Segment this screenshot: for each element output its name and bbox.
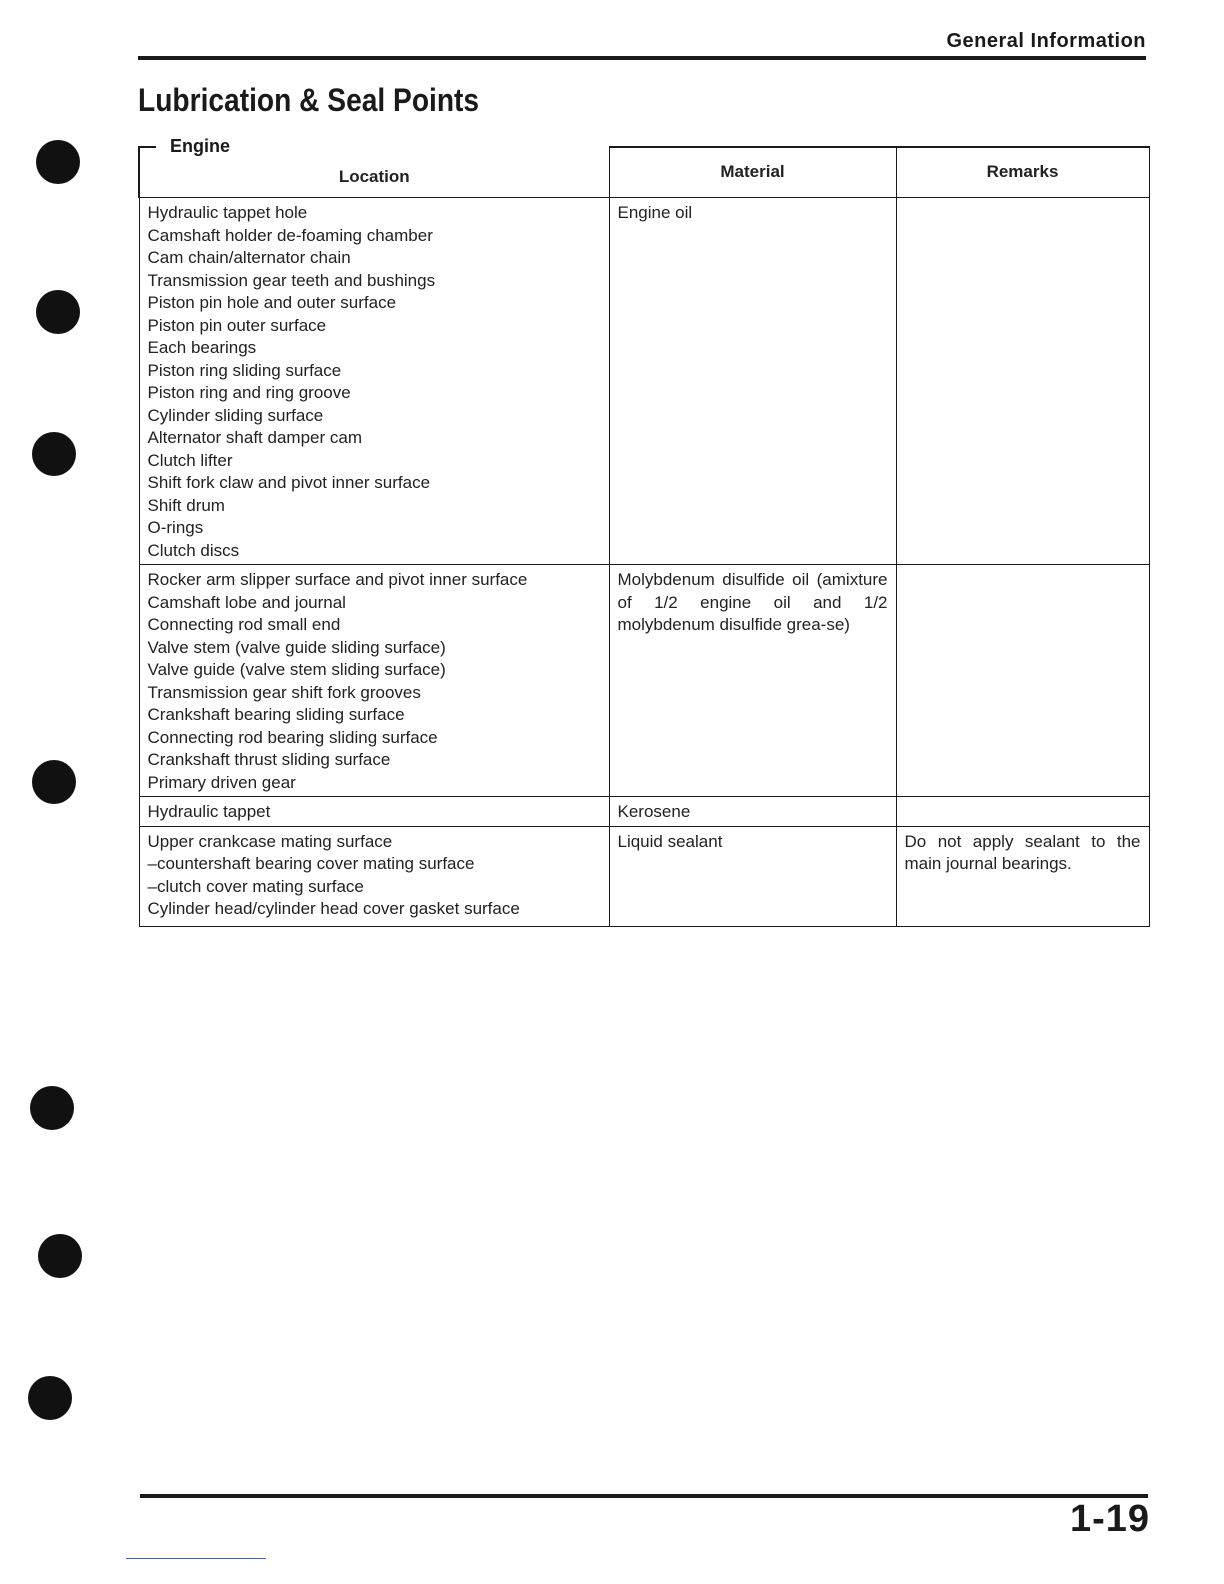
material-text: Kerosene — [617, 802, 691, 821]
table-row — [139, 797, 1149, 827]
footer-rule — [140, 1494, 1148, 1498]
material-text: Liquid sealant — [617, 831, 723, 851]
page-title: Lubrication & Seal Points — [138, 82, 480, 118]
location-item: Alternator shaft damper cam — [147, 428, 362, 447]
remarks-cell — [896, 565, 1149, 797]
location-item: Primary driven gear — [147, 772, 296, 792]
table-row — [139, 198, 1149, 565]
location-item: Crankshaft bearing sliding surface — [147, 705, 405, 724]
location-cell — [139, 797, 609, 827]
location-item: Transmission gear shift fork grooves — [147, 682, 421, 702]
location-cell — [139, 198, 609, 565]
column-header-remarks: Remarks — [896, 147, 1149, 198]
material-cell — [609, 565, 896, 797]
location-item: Valve stem (valve guide sliding surface) — [147, 637, 446, 657]
remarks-text: Do not apply sealant to the main journal bearings. — [904, 831, 1141, 873]
section-frame-corner — [138, 146, 156, 148]
material-cell — [609, 797, 896, 827]
location-item: Crankshaft thrust sliding surface — [147, 750, 391, 769]
location-item: Hydraulic tappet hole — [147, 203, 308, 222]
section-label: Engine — [164, 136, 244, 157]
lubrication-table — [138, 146, 1150, 927]
location-item: Cylinder head/cylinder head cover gasket surface — [147, 899, 520, 918]
location-item: Camshaft lobe and journal — [147, 592, 346, 612]
location-item: Transmission gear teeth and bushings — [147, 270, 436, 290]
running-header: General Information — [946, 30, 1146, 52]
remarks-cell — [896, 198, 1149, 565]
column-header-location: Location — [139, 147, 609, 198]
location-cell — [139, 565, 609, 797]
binding-hole-icon — [38, 1234, 82, 1278]
table-row — [139, 565, 1149, 797]
table-header-row — [139, 147, 1149, 198]
location-item: Piston pin hole and outer surface — [147, 293, 397, 312]
location-item: Camshaft holder de-foaming chamber — [147, 225, 433, 245]
location-item: Hydraulic tappet — [147, 802, 271, 821]
remarks-cell — [896, 797, 1149, 827]
location-item: Valve guide (valve stem sliding surface) — [147, 660, 446, 679]
location-item: Piston ring sliding surface — [147, 360, 342, 380]
binding-hole-icon — [30, 1086, 74, 1130]
location-item: Each bearings — [147, 338, 257, 357]
location-item: Connecting rod bearing sliding surface — [147, 727, 438, 747]
location-item: Upper crankcase mating surface — [147, 831, 393, 851]
remarks-cell — [896, 826, 1149, 926]
location-item: Shift fork claw and pivot inner surface — [147, 473, 431, 492]
location-item: Connecting rod small end — [147, 615, 341, 634]
location-item: O-rings — [147, 518, 204, 537]
binding-hole-icon — [28, 1376, 72, 1420]
location-item: Piston ring and ring groove — [147, 383, 351, 402]
material-text: Engine oil — [617, 203, 693, 222]
location-cell — [139, 826, 609, 926]
location-item: Rocker arm slipper surface and pivot inner surface — [147, 570, 528, 589]
material-text: Molybdenum disulfide oil (amixture of 1/2 engine oil and 1/2 molybdenum disulfide grea-se) — [617, 570, 888, 634]
location-item: –clutch cover mating surface — [147, 876, 364, 896]
location-item: –countershaft bearing cover mating surface — [147, 854, 475, 873]
binding-hole-icon — [36, 140, 80, 184]
location-item: Cylinder sliding surface — [147, 405, 324, 425]
table-row — [139, 826, 1149, 926]
decorative-underline — [126, 1558, 266, 1559]
location-item: Clutch lifter — [147, 450, 233, 470]
location-item: Clutch discs — [147, 540, 240, 560]
material-cell — [609, 826, 896, 926]
column-header-material: Material — [609, 147, 896, 198]
location-item: Piston pin outer surface — [147, 315, 327, 335]
header-rule — [138, 56, 1146, 60]
binding-hole-icon — [32, 432, 76, 476]
location-item: Cam chain/alternator chain — [147, 248, 351, 267]
material-cell — [609, 198, 896, 565]
binding-hole-icon — [36, 290, 80, 334]
binding-hole-icon — [32, 760, 76, 804]
location-item: Shift drum — [147, 495, 225, 515]
page-number: 1-19 — [1069, 1498, 1150, 1540]
